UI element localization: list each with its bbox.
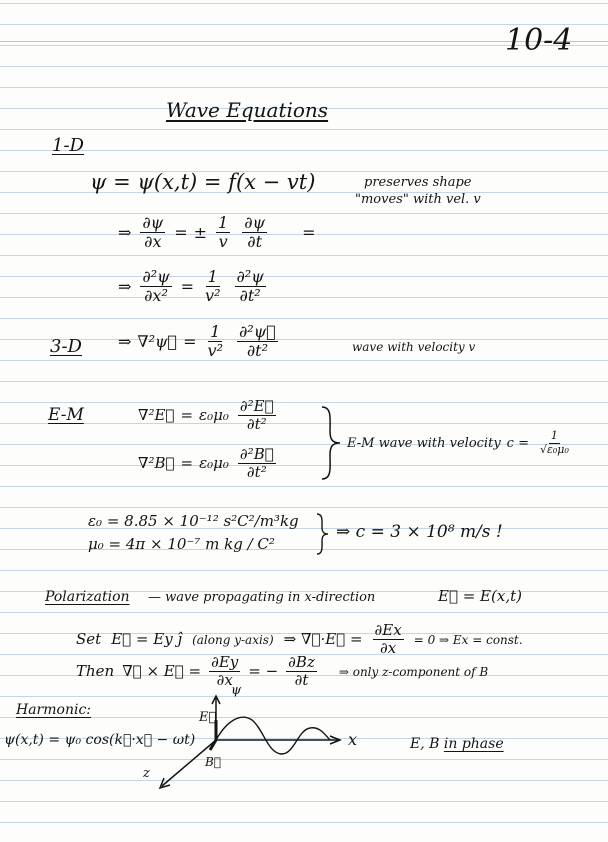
speed-of-light-result: ⇒ c = 3 × 10⁸ m/s !	[336, 522, 503, 542]
section-heading-polarization: Polarization	[45, 589, 130, 605]
b-vector-label: B⃗	[205, 755, 222, 769]
note-moves-with-velocity: "moves" with vel. v	[355, 192, 481, 207]
z-axis-label: z	[143, 766, 150, 781]
three-d-wave-equation: ⇒ ∇²ψ⃗ = $\frac{1}{\text{v²}}$ $\frac{\text{∂²ψ⃗}}{\text{∂t²}}$	[118, 322, 276, 361]
note-preserves-shape: preserves shape	[364, 175, 472, 190]
wavefunction-equation: ψ = ψ(x,t) = f(x − vt)	[90, 170, 316, 194]
curl-line: Then ∇⃗ × E⃗ = $\frac{\partial Ey}{\partial x}$ = − $\frac{\partial Bz}{\partial t}$ ⇒ only z-component of B	[76, 653, 489, 690]
harmonic-wave-equation: ψ(x,t) = ψ₀ cos(k⃗·x⃗ − ωt)	[4, 732, 196, 748]
x-axis-label: x	[348, 730, 358, 749]
curly-brace-icon	[318, 405, 342, 481]
section-heading-1d: 1-D	[52, 135, 84, 156]
psi-axis-label: ψ	[231, 683, 242, 698]
page-number: 10-4	[505, 23, 573, 58]
section-heading-em: E-M	[48, 405, 84, 425]
em-wave-equation-b: ∇²B⃗ = ε₀μ₀ $\frac{\text{∂²B⃗}}{\text{∂t²}}$	[138, 445, 274, 482]
first-derivative-equation: ⇒ $\frac{\partial\psi}{\partial x}$ = ± $\frac{1}{v}$ $\frac{\partial\psi}{\partial t}$ =	[118, 213, 316, 252]
set-field-line: Set E⃗ = Ey ĵ (along y-axis) ⇒ ∇⃗·E⃗ = $\frac{\partial Ex}{\partial x}$ = 0 ⇒ Ex = const.	[76, 621, 523, 658]
section-heading-harmonic: Harmonic:	[16, 702, 92, 718]
field-definition: E⃗ = E(x,t)	[438, 587, 522, 605]
note-wave-with-velocity: wave with velocity v	[352, 340, 476, 354]
page-title: Wave Equations	[166, 98, 329, 122]
small-brace-icon	[314, 512, 330, 556]
em-wave-equation-e: ∇²E⃗ = ε₀μ₀ $\frac{\text{∂²E⃗}}{\text{∂t²}}$	[138, 397, 274, 434]
section-heading-3d: 3-D	[50, 336, 82, 357]
em-velocity-note: E-M wave with velocity c = $\frac{1}{\text{√ε₀μ₀}}$	[347, 429, 569, 456]
in-phase-note: E, B in phase	[410, 736, 504, 752]
polarization-description: — wave propagating in x-direction	[148, 590, 376, 605]
second-derivative-equation: ⇒ $\frac{\text{∂²ψ}}{\text{∂x²}}$ = $\frac{1}{\text{v²}}$ $\frac{\text{∂²ψ}}{\text{∂t²}}$	[118, 267, 264, 306]
wave-axes-diagram	[140, 682, 380, 802]
mu-zero-value: μ₀ = 4π × 10⁻⁷ m kg / C²	[88, 535, 275, 553]
epsilon-zero-value: ε₀ = 8.85 × 10⁻¹² s²C²/m³kg	[88, 512, 299, 530]
e-vector-label: E⃗	[199, 710, 217, 725]
